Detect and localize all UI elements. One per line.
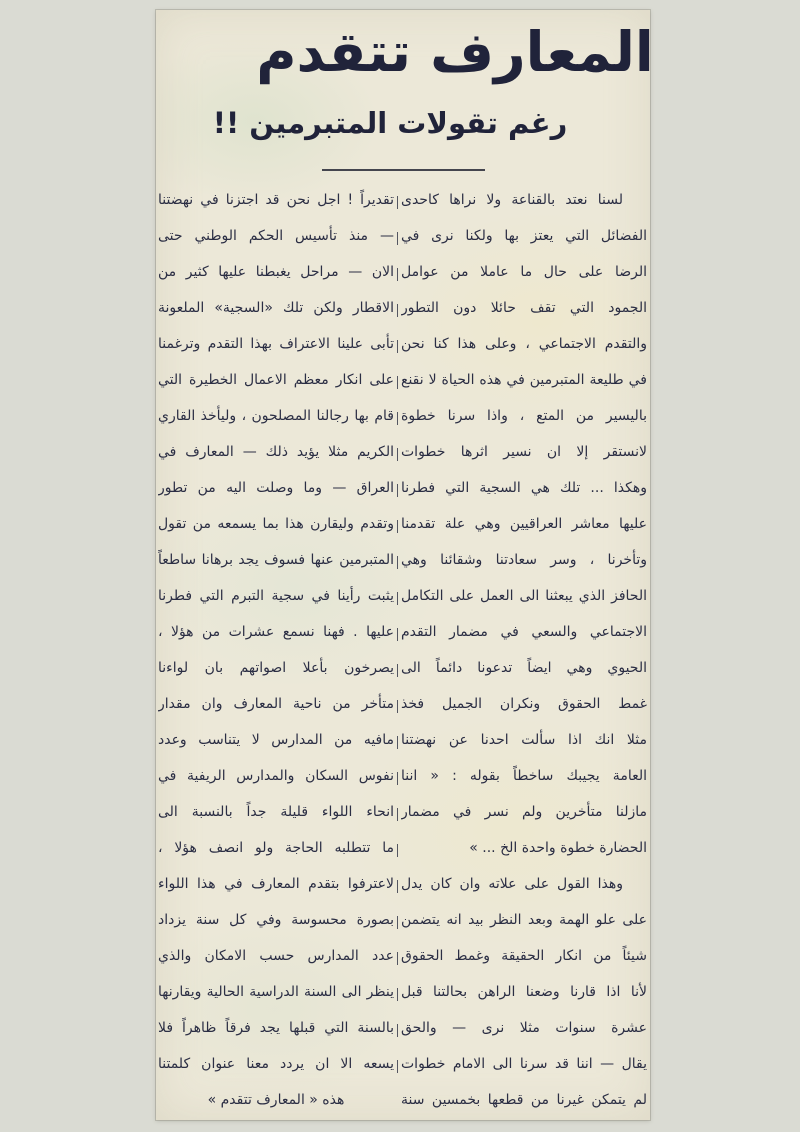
text-line: على علو الهمة وبعد النظر بيد انه يتضمن [401, 912, 647, 928]
text-line: عليها . فهنا نسمع عشرات من هؤلا ، [158, 624, 394, 640]
text-line: على انكار معظم الاعمال الخطيرة التي [158, 372, 394, 388]
text-line: غمط الحقوق ونكران الجميل فخذ [401, 696, 647, 712]
text-line: يصرخون بأعلا اصواتهم بان لواءنا [158, 660, 394, 676]
text-line: الفضائل التي يعتز بها ولكنا نرى في [401, 228, 647, 244]
text-line: وهكذا ... تلك هي السجية التي فطرنا [401, 480, 647, 496]
text-line: الحافز الذي يبعثنا الى العمل على التكامل [401, 588, 647, 604]
text-line: عدد المدارس حسب الامكان والذي [158, 948, 394, 964]
text-line: وهذا القول على علاته وان كان يدل [401, 876, 623, 892]
article-column-left [156, 182, 395, 1118]
text-line: لأنا اذا قارنا وضعنا الراهن بحالتنا قبل [401, 984, 647, 1000]
text-line: لاعترفوا بتقدم المعارف في هذا اللواء [158, 876, 394, 892]
text-line: بصورة محسوسة وفي كل سنة يزداد [158, 912, 394, 928]
text-line: مافيه من المدارس لا يتناسب وعدد [158, 732, 394, 748]
text-line: ينظر الى السنة الدراسية الحالية ويقارنها [158, 984, 394, 1000]
text-line: الان — مراحل يغبطنا عليها كثير من [158, 264, 394, 280]
article-headline: المعارف تتقدم [256, 20, 654, 84]
text-line: انحاء اللواء قليلة جداً بالنسبة الى [158, 804, 394, 820]
text-line: تقديراً ! اجل نحن قد اجتزنا في نهضتنا [158, 192, 394, 208]
article-column-right [400, 182, 650, 1118]
text-line: قام بها رجالنا المصلحون ، وليأخذ القاري [158, 408, 394, 424]
text-line: متأخر من ناحية المعارف وان مقدار [158, 696, 394, 712]
text-line: يقال — اننا قد سرنا الى الامام خطوات [401, 1056, 647, 1072]
text-line: الاجتماعي والسعي في مضمار التقدم [401, 624, 647, 640]
text-line: الاقطار ولكن تلك «السجية» الملعونة [158, 300, 394, 316]
text-line: الجمود التي تقف حائلا دون التطور [401, 300, 647, 316]
text-line: نفوس السكان والمدارس الريفية في [158, 768, 394, 784]
text-line: باليسير من المتع ، واذا سرنا خطوة [401, 408, 647, 424]
text-line: وتأخرنا ، وسر سعادتنا وشقائنا وهي [401, 552, 647, 568]
text-line: والتقدم الاجتماعي ، وعلى هذا كنا نحن [401, 336, 647, 352]
text-line: عليها معاشر العراقيين وهي علة تقدمنا [401, 516, 647, 532]
text-line: الرضا على حال ما عاملا من عوامل [401, 264, 647, 280]
text-line: لم يتمكن غيرنا من قطعها بخمسين سنة [401, 1092, 647, 1108]
text-line: يسعه الا ان يردد معنا عنوان كلمتنا [158, 1056, 394, 1072]
text-line: ما تتطلبه الحاجة ولو انصف هؤلا ، [158, 840, 394, 856]
column-divider-rule [397, 196, 398, 1090]
text-line: العامة يجيبك ساخطاً بقوله : « اننا [401, 768, 647, 784]
article-body [156, 182, 650, 1118]
text-line: لانستقر إلا ان نسير اثرها خطوات [401, 444, 647, 460]
text-line: وتقدم وليقارن هذا بما يسمعه من تقول [158, 516, 394, 532]
text-line: بالسنة التي قبلها يجد فرقاً ظاهراً فلا [158, 1020, 394, 1036]
text-line: مثلا انك اذا سألت احدنا عن نهضتنا [401, 732, 647, 748]
text-line: الكريم مثلا يؤيد ذلك — المعارف في [158, 444, 394, 460]
text-line: عشرة سنوات مثلا نرى — والحق [401, 1020, 647, 1036]
text-line: مازلنا متأخرين ولم نسر في مضمار [401, 804, 647, 820]
text-line: الحضارة خطوة واحدة الخ ... » [469, 840, 647, 856]
text-line: المتبرمين عنها فسوف يجد برهانا ساطعاً [158, 552, 394, 568]
text-line: الحيوي وهي ايضاً تدعونا دائماً الى [401, 660, 647, 676]
text-line: هذه « المعارف تتقدم » [207, 1092, 345, 1108]
text-line: لسنا نعتد بالقناعة ولا نراها كاحدى [401, 192, 623, 208]
text-line: — منذ تأسيس الحكم الوطني حتى [158, 228, 394, 244]
newspaper-clipping [156, 10, 654, 1120]
text-line: شيئاً من انكار الحقيقة وغمط الحقوق [401, 948, 647, 964]
article-subheadline: رغم تقولات المتبرمين !! [212, 106, 568, 140]
text-line: يثبت رأينا في سجية التبرم التي فطرنا [158, 588, 394, 604]
text-line: تأبى علينا الاعتراف بهذا التقدم وترغمنا [158, 336, 394, 352]
text-line: العراق — وما وصلت اليه من تطور [158, 480, 394, 496]
text-line: في طليعة المتبرمين في هذه الحياة لا نقنع [401, 372, 647, 388]
headline-underline-rule [322, 169, 485, 171]
